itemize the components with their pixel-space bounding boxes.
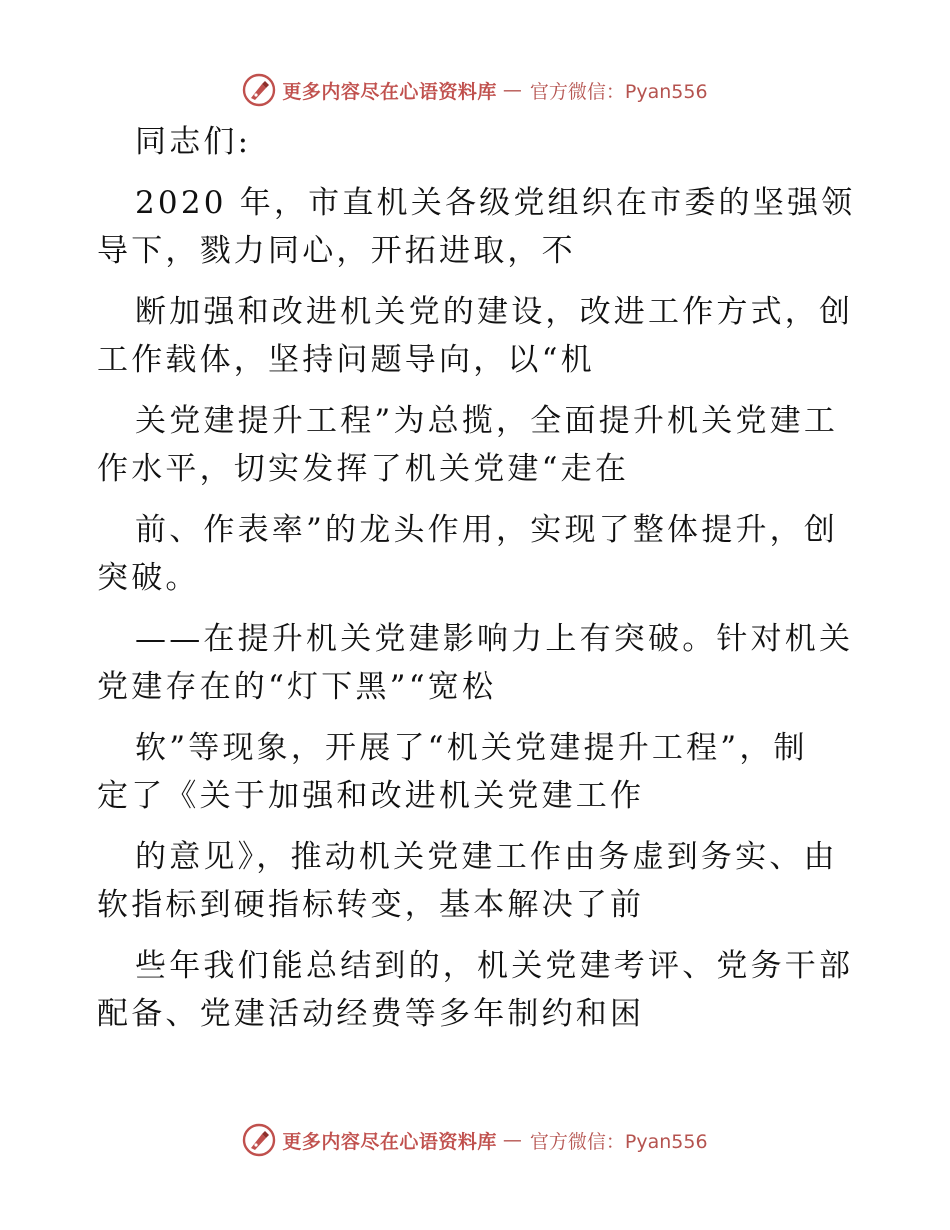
text-line: 配备、党建活动经费等多年制约和困 — [97, 996, 645, 1032]
text-line: 定了《关于加强和改进机关党建工作 — [97, 778, 645, 814]
text-line: 些年我们能总结到的，机关党建考评、党务干部 — [135, 948, 854, 984]
text-line: 作水平，切实发挥了机关党建“走在 — [97, 451, 630, 487]
watermark-brand: 更多内容尽在心语资料库 — [282, 80, 497, 103]
header-watermark — [0, 70, 950, 110]
text-line: 软指标到硬指标转变，基本解决了前 — [97, 887, 645, 923]
text-line: 的意见》，推动机关党建工作由务虚到务实、由 — [135, 839, 838, 875]
text-line: 软”等现象，开展了“机关党建提升工程”，制 — [135, 730, 808, 766]
pen-nib-logo-icon — [242, 1123, 276, 1157]
text-line: 突破。 — [97, 560, 200, 596]
text-line: 前、作表率”的龙头作用，实现了整体提升，创 — [135, 512, 839, 548]
document-body — [97, 118, 857, 1038]
watermark-separator: — — [502, 1129, 522, 1151]
text-line: 工作载体，坚持问题导向，以“机 — [97, 342, 595, 378]
text-line: 关党建提升工程”为总揽，全面提升机关党建工 — [135, 403, 839, 439]
watermark-separator: — — [502, 79, 522, 101]
text-line: 2020 年，市直机关各级党组织在市委的坚强领 — [135, 185, 856, 221]
watermark-brand: 更多内容尽在心语资料库 — [282, 1130, 497, 1153]
watermark-suffix: 官方微信：Pyan556 — [529, 80, 708, 103]
text-line: 导下，戮力同心，开拓进取，不 — [97, 233, 576, 269]
text-line: 党建存在的“灯下黑”“宽松 — [97, 669, 497, 705]
pen-nib-logo-icon — [242, 73, 276, 107]
text-line: ——在提升机关党建影响力上有突破。针对机关 — [135, 621, 854, 657]
footer-watermark — [0, 1120, 950, 1160]
watermark-suffix: 官方微信：Pyan556 — [529, 1130, 708, 1153]
text-line: 同志们: — [135, 124, 252, 160]
text-line: 断加强和改进机关党的建设，改进工作方式，创 — [135, 294, 854, 330]
